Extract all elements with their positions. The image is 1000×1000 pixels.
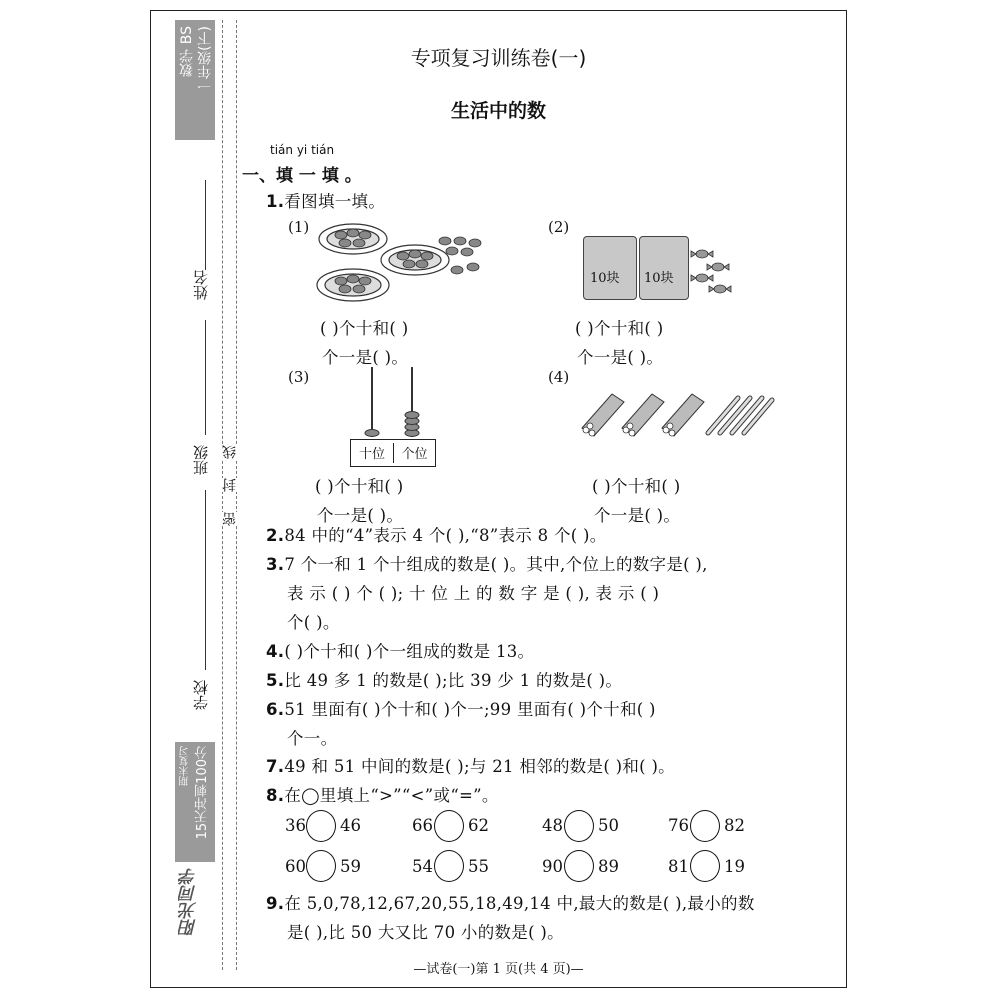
compare-circle-input[interactable] [690, 850, 720, 882]
q9-number: 9. [266, 894, 285, 913]
q4-number: 4. [266, 642, 285, 661]
q2-number: 2. [266, 526, 285, 545]
compare-left-number: 60 [285, 857, 306, 876]
compare-left-number: 76 [668, 816, 689, 835]
q7-number: 7. [266, 757, 285, 776]
compare-circle-input[interactable] [306, 810, 336, 842]
q8-number: 8. [266, 786, 285, 805]
seal-line-inner [236, 20, 237, 970]
q8-row [266, 782, 499, 806]
candy-bag-1 [583, 236, 637, 300]
q1-sub2-line1: ( )个十和( ) [575, 319, 664, 338]
q4-row [266, 638, 534, 662]
promo-small-text: 期末复习 [180, 746, 191, 786]
compare-right-number: 55 [468, 857, 489, 876]
brand-logo: 阳光同学 [180, 868, 200, 936]
tens-place-label: 十位 [351, 443, 394, 463]
grade-text: 一年级(下) [197, 26, 213, 93]
q7-row [266, 753, 675, 777]
compare-left-number: 54 [412, 857, 433, 876]
q6-row [266, 696, 656, 720]
compare-circle-input[interactable] [434, 810, 464, 842]
compare-right-number: 50 [598, 816, 619, 835]
compare-circle-input[interactable] [434, 850, 464, 882]
candy-bag-2 [639, 236, 689, 300]
candy-bag-2-label: 10块 [644, 271, 674, 286]
q1-sub2-label: (2) [548, 218, 570, 236]
compare-circle-input[interactable] [690, 810, 720, 842]
compare-left-number: 81 [668, 857, 689, 876]
section-heading: 一、填 一 填 。 [242, 166, 362, 186]
page-frame [150, 10, 847, 988]
compare-left-number: 36 [285, 816, 306, 835]
compare-left-number: 90 [542, 857, 563, 876]
seal-word-seal: 封 [222, 478, 238, 492]
q5-number: 5. [266, 671, 285, 690]
compare-right-number: 19 [724, 857, 745, 876]
q2-row [266, 522, 607, 546]
q5-row [266, 667, 622, 691]
candy-bag-1-label: 10块 [590, 271, 620, 286]
q9-row [266, 890, 755, 914]
q3-row [266, 551, 708, 575]
compare-left-number: 48 [542, 816, 563, 835]
counting-rods-image [350, 365, 440, 440]
compare-circle-input[interactable] [564, 810, 594, 842]
promo-big-text: 15天冲刺100分 [195, 746, 210, 840]
compare-left-number: 66 [412, 816, 433, 835]
place-value-box [350, 439, 436, 467]
pinyin-annotation: tián yi tián [270, 143, 335, 157]
seal-word-secret: 密 [222, 512, 238, 526]
seal-line-outer [222, 20, 223, 970]
q6-line2: 个一。 [287, 729, 338, 748]
page-subtitle: 生活中的数 [450, 100, 546, 122]
seal-word-line: 线 [222, 445, 238, 459]
q9-line1: 在 5,0,78,12,67,20,55,18,49,14 中,最大的数是( ),最小的数 [284, 894, 755, 913]
q3-line2: 表 示 ( ) 个 ( ); 十 位 上 的 数 字 是 ( ), 表 示 ( ) [287, 584, 660, 603]
q7-text: 49 和 51 中间的数是( );与 21 相邻的数是( )和( )。 [284, 757, 675, 776]
class-underline [205, 490, 206, 670]
compare-right-number: 46 [340, 816, 361, 835]
q2-text: 84 中的“4”表示 4 个( ),“8”表示 8 个( )。 [284, 526, 607, 545]
q1-text-row [266, 188, 385, 212]
q1-number: 1. [266, 192, 285, 211]
compare-circle-input[interactable] [564, 850, 594, 882]
name-underline-2 [205, 320, 206, 435]
q1-sub4-label: (4) [548, 368, 570, 386]
name-label: 姓名 [192, 270, 210, 300]
compare-right-number: 62 [468, 816, 489, 835]
q1-sub2-line2: 个一是( )。 [577, 348, 664, 367]
page-title: 专项复习训练卷(一) [410, 46, 587, 70]
promo-badge [175, 742, 215, 862]
q1-sub4-line1: ( )个十和( ) [592, 477, 681, 496]
q3-line1: 7 个一和 1 个十组成的数是( )。其中,个位上的数字是( ), [284, 555, 708, 574]
q1-sub1-line1: ( )个十和( ) [320, 319, 409, 338]
q9-line2: 是( ),比 50 大又比 70 小的数是( )。 [287, 923, 564, 942]
q1-sub3-label: (3) [288, 368, 310, 386]
subject-text: 数学 BS [179, 26, 195, 77]
plates-of-cookies-image [315, 215, 500, 305]
compare-right-number: 89 [598, 857, 619, 876]
q1-sub3-line2: 个一是( )。 [317, 506, 404, 525]
school-label: 学校 [192, 680, 210, 710]
compare-right-number: 82 [724, 816, 745, 835]
q5-text: 比 49 多 1 的数是( );比 39 少 1 的数是( )。 [284, 671, 623, 690]
loose-candies-image [688, 245, 736, 300]
q3-line3: 个( )。 [287, 613, 340, 632]
ones-place-label: 个位 [401, 447, 428, 462]
name-underline [205, 180, 206, 270]
q4-text: ( )个十和( )个一组成的数是 13。 [284, 642, 535, 661]
q1-text: 看图填一填。 [284, 192, 386, 211]
page-footer: —试卷(一)第 1 页(共 4 页)— [413, 962, 584, 977]
q1-sub1-line2: 个一是( )。 [322, 348, 409, 367]
compare-circle-input[interactable] [306, 850, 336, 882]
stick-bundles-image [578, 388, 778, 443]
q6-line1: 51 里面有( )个十和( )个一;99 里面有( )个十和( ) [284, 700, 656, 719]
q1-sub4-line2: 个一是( )。 [594, 506, 681, 525]
q1-sub1-label: (1) [288, 218, 310, 236]
q1-sub3-line1: ( )个十和( ) [315, 477, 404, 496]
q6-number: 6. [266, 700, 285, 719]
q3-number: 3. [266, 555, 285, 574]
q8-text: 在◯里填上“>”“<”或“=”。 [284, 786, 499, 805]
class-label: 班级 [192, 445, 210, 475]
compare-right-number: 59 [340, 857, 361, 876]
